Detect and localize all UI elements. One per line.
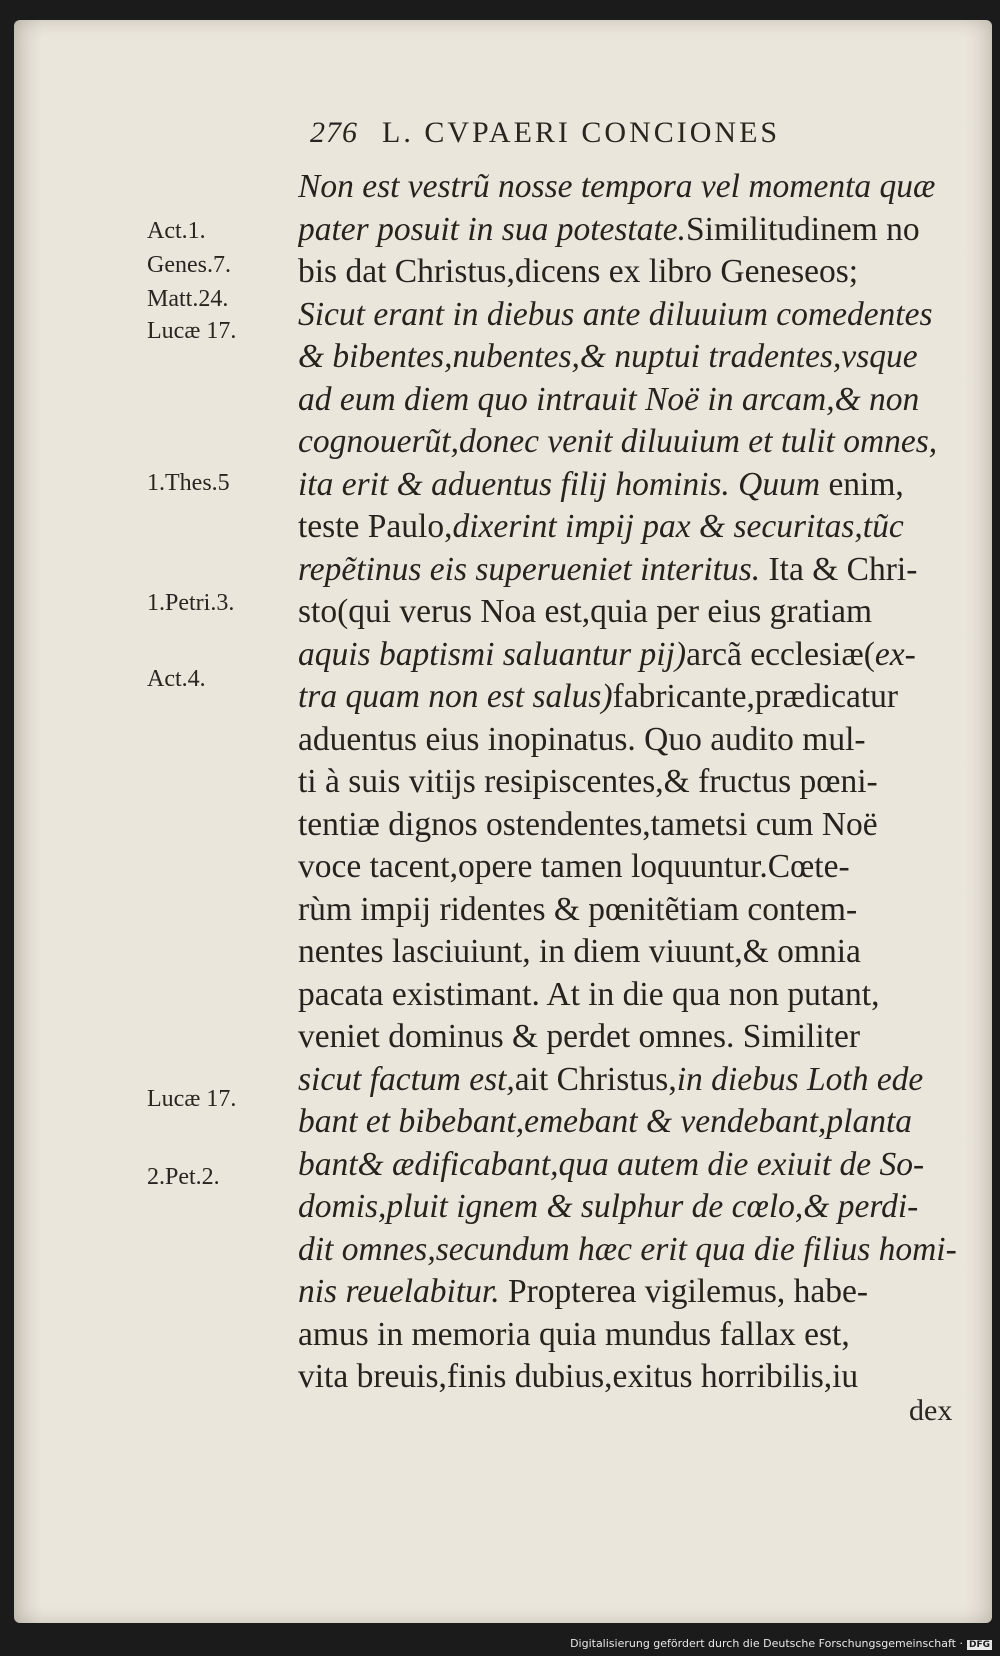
text-segment: tra quam non est salus) (298, 678, 613, 715)
text-segment: aquis baptismi saluantur pij) (298, 635, 687, 673)
text-line (298, 166, 970, 209)
text-line (298, 1016, 970, 1059)
text-segment: Sicut erant in diebus ante diluuium comedentes (298, 295, 933, 333)
page-number: 276 (310, 116, 358, 149)
catchword: dex (909, 1394, 953, 1427)
text-segment: cognouerũt,donec venit diluuium et tulit omnes, (298, 423, 938, 460)
text-segment: bis dat Christus,dicens ex libro Geneseos; (298, 253, 859, 290)
margin-note: 1.Thes.5 (147, 470, 230, 496)
text-segment: in diebus Loth ede (676, 1060, 924, 1098)
text-segment: arcã ecclesiæ( (686, 635, 875, 673)
text-line (298, 591, 970, 634)
text-line (298, 974, 970, 1017)
text-segment: domis,pluit ignem & sulphur de cœlo,& perdi- (298, 1188, 919, 1225)
margin-note: Act.4. (147, 666, 206, 692)
footer (570, 1637, 992, 1650)
text-segment: sicut factum est, (298, 1060, 515, 1098)
body-text (298, 166, 970, 1399)
text-segment: nentes lasciuiunt, in diem viuunt,& omnia (298, 933, 861, 970)
text-line (298, 676, 970, 719)
text-line (298, 294, 970, 337)
text-line (298, 379, 970, 422)
text-segment: aduentus eius inopinatus. Quo audito mul- (298, 720, 866, 758)
text-segment: enim, (820, 465, 904, 503)
text-segment: pacata existimant. At in die qua non putant, (298, 975, 880, 1013)
margin-note: 1.Petri.3. (147, 590, 235, 616)
margin-note: Lucæ 17. (147, 1086, 237, 1112)
text-line (298, 804, 970, 847)
text-line (298, 1314, 970, 1357)
dfg-logo: DFG (968, 1640, 990, 1650)
text-segment: Similitudinem no (686, 210, 920, 248)
text-line (298, 464, 970, 507)
text-segment: Non est vestrũ nosse tempora vel momenta quæ (298, 168, 936, 205)
margin-note: Genes.7. (147, 252, 231, 278)
margin-note: 2.Pet.2. (147, 1164, 220, 1190)
text-line (298, 634, 970, 677)
book-page (14, 20, 992, 1623)
text-line (298, 336, 970, 379)
text-segment: ex- (874, 635, 916, 673)
text-segment: fabricante,prædicatur (612, 678, 899, 715)
running-header (310, 116, 780, 150)
text-segment: tentiæ dignos ostendentes,tametsi cum Noë (298, 805, 878, 843)
footer-credit: Digitalisierung gefördert durch die Deutsche Forschungsgemeinschaft · (570, 1637, 963, 1650)
text-segment: veniet dominus & perdet omnes. Similiter (298, 1018, 860, 1055)
text-line (298, 1271, 970, 1314)
text-line (298, 1059, 970, 1102)
text-segment: & bibentes,nubentes,& nuptui tradentes,vsque (298, 338, 918, 375)
text-segment: ad eum diem quo intrauit Noë in arcam,& non (298, 380, 920, 418)
text-line (298, 846, 970, 889)
text-segment: sto(qui verus Noa est,quia per eius gratiam (298, 593, 872, 630)
text-line (298, 931, 970, 974)
text-line (298, 251, 970, 294)
text-line (298, 1186, 970, 1229)
text-line (298, 506, 970, 549)
text-segment: amus in memoria quia mundus fallax est, (298, 1315, 850, 1353)
margin-note: Matt.24. (147, 286, 229, 312)
text-line (298, 421, 970, 464)
text-segment: repẽtinus eis superueniet interitus. (298, 550, 761, 588)
text-segment: dixerint impij pax & securitas,tũc (452, 508, 904, 545)
text-segment: Ita & Chri- (760, 550, 918, 588)
text-segment: voce tacent,opere tamen loquuntur.Cœte- (298, 848, 850, 885)
text-line (298, 719, 970, 762)
margin-note: Act.1. (147, 218, 206, 244)
text-segment: bant et bibebant,emebant & vendebant,planta (298, 1103, 913, 1140)
text-line (298, 1229, 970, 1272)
text-segment: dit omnes,secundum hæc erit qua die filius homi- (298, 1230, 957, 1268)
text-segment: nis reuelabitur. (298, 1273, 500, 1310)
text-segment: vita breuis,finis dubius,exitus horribilis,iu (298, 1358, 859, 1395)
text-line (298, 1144, 970, 1187)
text-segment: ti à suis vitijs resipiscentes,& fructus pœni- (298, 763, 878, 800)
text-line (298, 1101, 970, 1144)
text-segment: ait Christus, (514, 1060, 677, 1098)
text-segment: teste Paulo, (298, 508, 453, 545)
text-line (298, 209, 970, 252)
text-segment: Propterea vigilemus, habe- (499, 1273, 869, 1310)
text-line (298, 1356, 970, 1399)
text-segment: ita erit & aduentus filij hominis. Quum (298, 465, 821, 503)
margin-note: Lucæ 17. (147, 318, 237, 344)
text-segment: rùm impij ridentes & pœnitẽtiam contem- (298, 890, 858, 928)
text-segment: bant& ædificabant,qua autem die exiuit de So- (298, 1145, 925, 1183)
text-line (298, 889, 970, 932)
text-line (298, 549, 970, 592)
text-segment: pater posuit in sua potestate. (298, 210, 687, 248)
running-title: L. CVPAERI CONCIONES (382, 116, 781, 149)
text-line (298, 761, 970, 804)
